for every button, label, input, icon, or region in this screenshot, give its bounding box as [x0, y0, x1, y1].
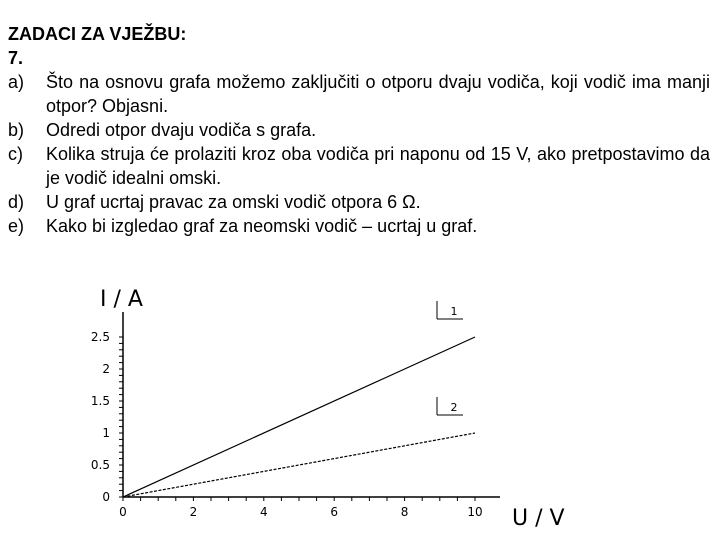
x-axis-label: U / V [512, 506, 565, 531]
task-letter: c) [8, 144, 23, 164]
x-tick-label: 6 [330, 505, 339, 519]
series-label: 2 [450, 401, 458, 414]
series-lines [123, 301, 475, 497]
task-text: Što na osnovu grafa možemo zaključiti o otporu dvaju vodiča, koji vodič ima manji otpor? Objasni. [46, 72, 710, 116]
y-tick-label: 0 [102, 490, 110, 504]
x-tick-label: 0 [119, 505, 127, 519]
y-tick-label: 2.5 [90, 330, 110, 344]
x-tick-label: 2 [189, 505, 198, 519]
y-tick-label: 1.5 [90, 394, 110, 408]
x-tick-label: 10 [467, 505, 483, 519]
x-tick-label: 8 [400, 505, 409, 519]
y-tick-label: 1 [102, 426, 110, 440]
y-tick-label: 0.5 [90, 458, 110, 472]
task-text: U graf ucrtaj pravac za omski vodič otpora 6 Ω. [46, 192, 421, 212]
y-tick-label: 2 [102, 362, 110, 376]
tick-labels [91, 330, 483, 519]
task-text: Kako bi izgledao graf za neomski vodič – ucrtaj u graf. [46, 216, 478, 236]
exercise-number: 7. [8, 48, 24, 68]
exercise-heading: ZADACI ZA VJEŽBU: [8, 24, 187, 44]
task-letter: e) [8, 216, 25, 236]
task-letter: d) [8, 192, 25, 212]
task-letter: b) [8, 120, 25, 140]
series-line [123, 337, 475, 497]
task-text: Odredi otpor dvaju vodiča s grafa. [46, 120, 317, 140]
x-tick-label: 4 [259, 505, 268, 519]
series-line [123, 433, 475, 497]
series-label: 1 [450, 305, 458, 318]
y-axis-label: I / A [100, 287, 143, 312]
task-letter: a) [8, 72, 25, 92]
task-text: Kolika struja će prolaziti kroz oba vodiča pri naponu od 15 V, ako pretpostavimo da je vodič idealni omski. [46, 144, 710, 188]
